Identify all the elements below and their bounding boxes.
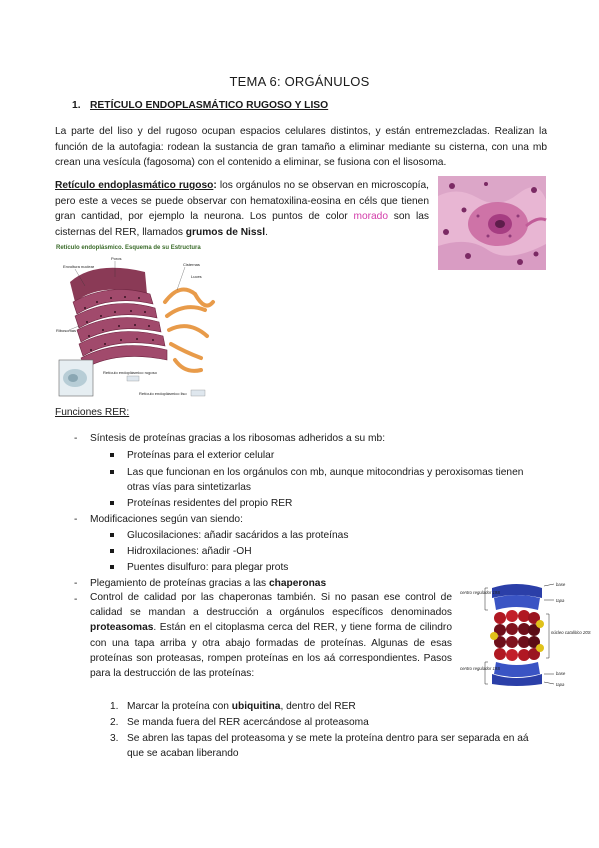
step-number: 1.	[110, 701, 119, 712]
chaperonas-term: chaperonas	[268, 578, 327, 589]
rer-paragraph	[55, 178, 429, 240]
sub-item-text: Proteínas para el exterior celular	[127, 450, 275, 461]
list-item-text: Síntesis de proteínas gracias a los ribosomas adheridos a su mb:	[90, 433, 386, 444]
proteasomas-term: proteasomas	[90, 622, 154, 634]
label-rer: Retículo endoplásmico rugoso	[103, 370, 157, 375]
label-reg-top: centro regulador 19S	[460, 590, 501, 595]
label-nucleo: núcleo catalítico 20S	[551, 630, 591, 635]
control-text-b: . Están en el citoplasma cerca del RER, y tiene forma de cilindro con una tapa arriba y otra abajo formadas de proteínas. Algunas de esas proteínas son proteasas, rompen proteínas en los aá correspondientes. Pasos para la destrucción de las proteínas:	[90, 622, 452, 680]
rer-end: .	[265, 226, 268, 238]
label-tapa-bottom: tapa	[556, 682, 565, 687]
rer-text-a: los orgánulos no se observan en microscopía, pero este a veces se puede observar con hematoxilina-eosina en céls que tienen gran cantidad, por ejemplo la neurona. Los puntos de color	[55, 180, 429, 222]
square-bullet	[110, 549, 114, 553]
rer-colon: :	[213, 180, 217, 191]
histology-image	[438, 176, 546, 270]
label-luces: Luces	[191, 274, 202, 279]
rer-text-b: son las cisternas del RER, llamados	[55, 211, 430, 238]
sub-item-text: Glucosilaciones: añadir sacáridos a las proteínas	[127, 530, 349, 541]
sub-item-text: Proteínas residentes del propio RER	[127, 498, 293, 509]
step-text	[127, 699, 547, 714]
dash-bullet: -	[74, 433, 78, 444]
label-tapa-top: tapa	[556, 598, 565, 603]
control-paragraph	[90, 590, 452, 681]
ubiquitina-term: ubiquitina	[231, 701, 281, 712]
step-number: 3.	[110, 733, 119, 744]
sub-item-text: Puentes disulfuro: para plegar prots	[127, 562, 289, 573]
square-bullet	[110, 453, 114, 457]
control-text-a: Control de calidad por las chaperonas también. Si no pasan ese control de calidad se mandan a destrucción a orgánulos específicos denominados	[90, 592, 452, 619]
label-envoltura: Envoltura nuclear	[63, 264, 95, 269]
square-bullet	[110, 533, 114, 537]
square-bullet	[110, 470, 114, 474]
list-item-text	[90, 576, 470, 591]
dash-bullet: -	[74, 514, 78, 525]
funciones-label: Funciones RER:	[55, 407, 130, 418]
label-cisternas: Cisternas	[183, 262, 200, 267]
colored-word: morado	[353, 211, 389, 222]
step-number: 2.	[110, 717, 119, 728]
dash-bullet: -	[74, 578, 78, 589]
plegamiento-text: Plegamiento de proteínas gracias a las	[90, 578, 269, 589]
label-poros: Poros	[111, 256, 122, 261]
section-heading	[72, 100, 328, 111]
list-item-text: Modificaciones según van siendo:	[90, 514, 243, 525]
sub-item-text: Hidroxilaciones: añadir -OH	[127, 546, 252, 557]
label-base-bottom: base	[556, 671, 566, 676]
page-title: TEMA 6: ORGÁNULOS	[229, 74, 370, 89]
diagram-title: Retículo endoplásmico. Esquema de su Estructura	[56, 245, 201, 251]
label-base-top: base	[556, 582, 566, 587]
section-heading-text: RETÍCULO ENDOPLASMÁTICO RUGOSO Y LISO	[90, 100, 329, 111]
square-bullet	[110, 501, 114, 505]
nissl-term: grumos de Nissl	[185, 226, 266, 238]
rer-term: Retículo endoplasmático rugoso	[55, 180, 214, 191]
step-text: Se manda fuera del RER acercándose al proteasoma	[127, 717, 369, 728]
step-text: Se abren las tapas del proteasoma y se mete la proteína dentro para ser separada en aá que se acaban liberando	[127, 733, 529, 759]
dash-bullet: -	[74, 594, 78, 605]
section-number: 1.	[72, 100, 81, 111]
rer-diagram	[55, 242, 220, 400]
proteasome-diagram	[458, 578, 591, 687]
label-reg-bottom: centro regulador 19S	[460, 666, 501, 671]
step1-pre: Marcar la proteína con	[127, 701, 232, 712]
intro-paragraph: La parte del liso y del rugoso ocupan espacios celulares distintos, y están entremezcladas. Realizan la función de la autofagia: rodean la sustancia de gran tamaño a eliminar mediante su cisterna, con una mb crean una vesícula (fagosoma) con el contenido a eliminar, se fusiona con el lisosoma.	[55, 126, 547, 168]
square-bullet	[110, 565, 114, 569]
label-ribosomas: Ribosomas	[56, 328, 77, 333]
sub-item-text: Las que funcionan en los orgánulos con mb, aunque mitocondrias y peroxisomas tienen otras vías para sintetizarlas	[127, 467, 524, 493]
step1-post: , dentro del RER	[280, 701, 356, 712]
label-rel: Retículo endoplásmico liso	[139, 391, 187, 396]
